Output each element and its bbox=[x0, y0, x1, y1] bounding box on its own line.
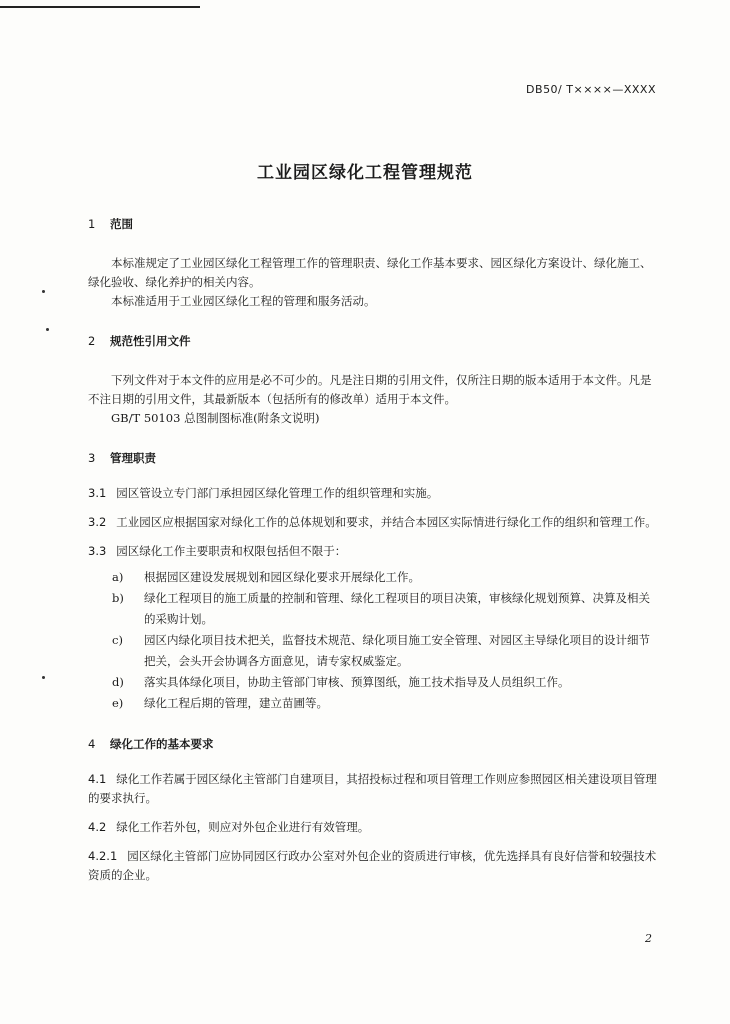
scope-paragraph: 本标准规定了工业园区绿化工程管理工作的管理职责、绿化工作基本要求、园区绿化方案设计、绿化施工、绿化验收、绿化养护的相关内容。 bbox=[88, 256, 652, 289]
clause-3-1: 3.1 园区管设立专门部门承担园区绿化管理工作的组织管理和实施。 bbox=[88, 486, 439, 500]
list-item: a) 根据园区建设发展规划和园区绿化要求开展绿化工作。 bbox=[112, 570, 420, 584]
list-item: c) 园区内绿化项目技术把关，监督技术规范、绿化项目施工安全管理、对园区主导绿化项目的设计细节把关，会头开会协调各方面意见，请专家权威鉴定。 bbox=[112, 633, 650, 668]
top-rule bbox=[0, 6, 200, 8]
section-heading-responsibilities: 3 管理职责 bbox=[88, 451, 156, 465]
clause-3-3: 3.3 园区绿化工作主要职责和权限包括但不限于： bbox=[88, 544, 347, 558]
responsibility-list bbox=[88, 567, 660, 714]
page-number: 2 bbox=[645, 932, 652, 945]
list-item: b) 绿化工程项目的施工质量的控制和管理、绿化工程项目的项目决策，审核绿化规划预算、决算及相关的采购计划。 bbox=[112, 591, 650, 626]
list-item: d) 落实具体绿化项目，协助主管部门审核、预算图纸，施工技术指导及人员组织工作。 bbox=[112, 675, 570, 689]
reference-item: GB/T 50103 总图制图标准(附条文说明) bbox=[111, 411, 320, 425]
section-heading-basic-requirements: 4 绿化工作的基本要求 bbox=[88, 737, 214, 751]
references-paragraph: 下列文件对于本文件的应用是必不可少的。凡是注日期的引用文件，仅所注日期的版本适用于本文件。凡是不注日期的引用文件，其最新版本（包括所有的修改单）适用于本文件。 bbox=[88, 373, 652, 406]
scan-speck bbox=[42, 290, 45, 293]
clause-3-2: 3.2 工业园区应根据国家对绿化工作的总体规划和要求，并结合本园区实际情进行绿化工作的组织和管理工作。 bbox=[88, 515, 657, 529]
clause-4-1: 4.1 绿化工作若属于园区绿化主管部门自建项目，其招投标过程和项目管理工作则应参照园区相关建设项目管理的要求执行。 bbox=[88, 772, 657, 805]
list-item: e) 绿化工程后期的管理，建立苗圃等。 bbox=[112, 696, 328, 710]
clause-4-2: 4.2 绿化工作若外包，则应对外包企业进行有效管理。 bbox=[88, 820, 370, 834]
scope-applicability: 本标准适用于工业园区绿化工程的管理和服务活动。 bbox=[111, 294, 376, 308]
clause-4-2-1: 4.2.1 园区绿化主管部门应协同园区行政办公室对外包企业的资质进行审核，优先选择具有良好信誉和较强技术资质的企业。 bbox=[88, 849, 657, 882]
scan-speck bbox=[42, 676, 45, 679]
document-number: DB50/ T××××—XXXX bbox=[526, 83, 656, 96]
scan-speck bbox=[46, 328, 49, 331]
section-heading-references: 2 规范性引用文件 bbox=[88, 334, 191, 348]
document-title: 工业园区绿化工程管理规范 bbox=[257, 163, 473, 183]
document-body bbox=[88, 216, 660, 885]
section-heading-scope: 1 范围 bbox=[88, 217, 133, 231]
